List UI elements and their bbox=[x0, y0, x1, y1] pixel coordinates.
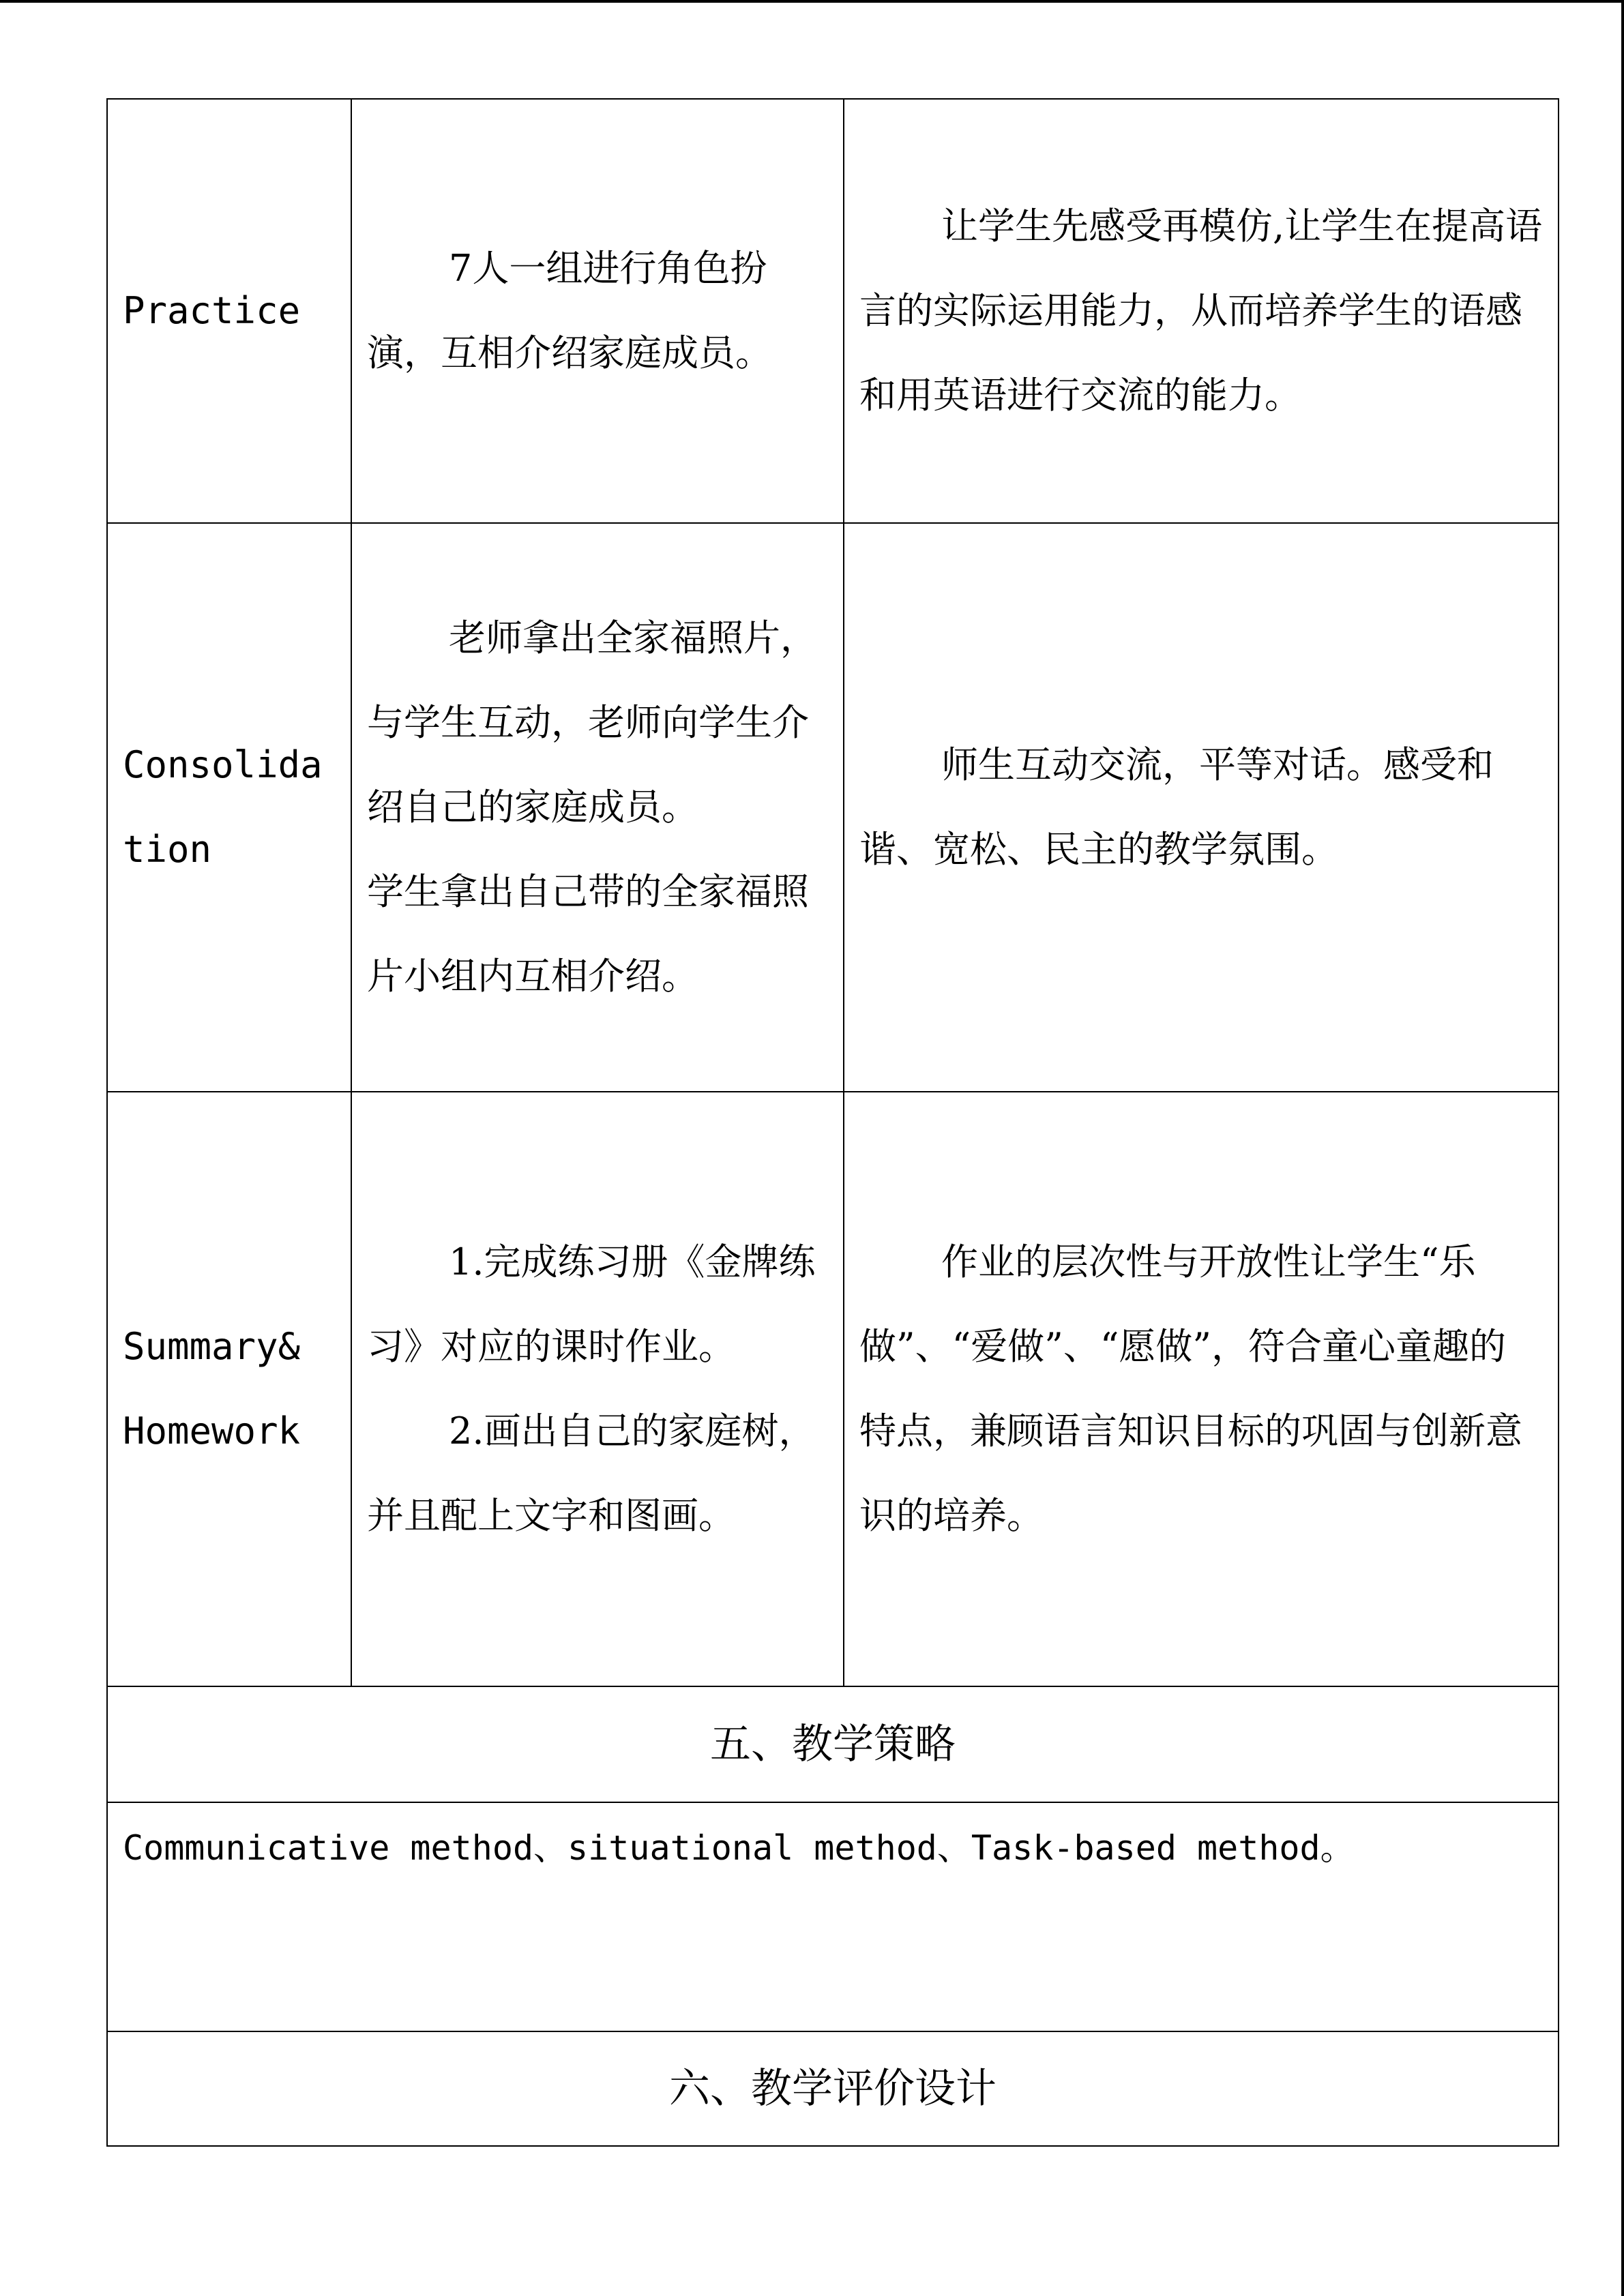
purpose-paragraph: 师生互动交流，平等对话。感受和谐、宽松、民主的教学氛围。 bbox=[859, 743, 1494, 871]
activity-cell bbox=[351, 99, 844, 523]
page-right-border bbox=[1621, 0, 1624, 2296]
section-title: 五、教学策略 bbox=[107, 1686, 1559, 1802]
purpose-paragraph: 作业的层次性与开放性让学生“乐做”、“爱做”、“愿做”，符合童心童趣的特点，兼顾语言知识目标的巩固与创新意识的培养。 bbox=[859, 1240, 1522, 1537]
section-content-row bbox=[107, 1802, 1559, 2031]
step-cell: Practice bbox=[107, 99, 351, 523]
purpose-cell bbox=[844, 99, 1559, 523]
lesson-plan-table bbox=[106, 98, 1559, 2147]
table-row-summary-homework bbox=[107, 1092, 1559, 1686]
activity-cell bbox=[351, 523, 844, 1092]
section-title: 六、教学评价设计 bbox=[107, 2031, 1559, 2146]
purpose-cell bbox=[844, 523, 1559, 1092]
step-cell: Summary& Homework bbox=[107, 1092, 351, 1686]
activity-paragraph: 2.画出自己的家庭树，并且配上文字和图画。 bbox=[367, 1410, 816, 1537]
activity-paragraph: 学生拿出自己带的全家福照片小组内互相介绍。 bbox=[367, 870, 809, 998]
table-row-consolidation bbox=[107, 523, 1559, 1092]
purpose-paragraph: 让学生先感受再模仿,让学生在提高语言的实际运用能力，从而培养学生的语感和用英语进行交流的能力。 bbox=[859, 205, 1543, 417]
page-top-border bbox=[0, 0, 1624, 3]
table-row-practice bbox=[107, 99, 1559, 523]
activity-paragraph: 7人一组进行角色扮演，互相介绍家庭成员。 bbox=[367, 247, 772, 374]
section-heading-row bbox=[107, 1686, 1559, 1802]
purpose-cell bbox=[844, 1092, 1559, 1686]
activity-paragraph: 老师拿出全家福照片，与学生互动，老师向学生介绍自己的家庭成员。 bbox=[367, 616, 817, 829]
activity-paragraph: 1.完成练习册《金牌练习》对应的课时作业。 bbox=[367, 1240, 816, 1368]
step-cell: Consolidation bbox=[107, 523, 351, 1092]
section-heading-row bbox=[107, 2031, 1559, 2146]
activity-cell bbox=[351, 1092, 844, 1686]
section-content: Communicative method、situational method、Task-based method。 bbox=[107, 1802, 1559, 2031]
